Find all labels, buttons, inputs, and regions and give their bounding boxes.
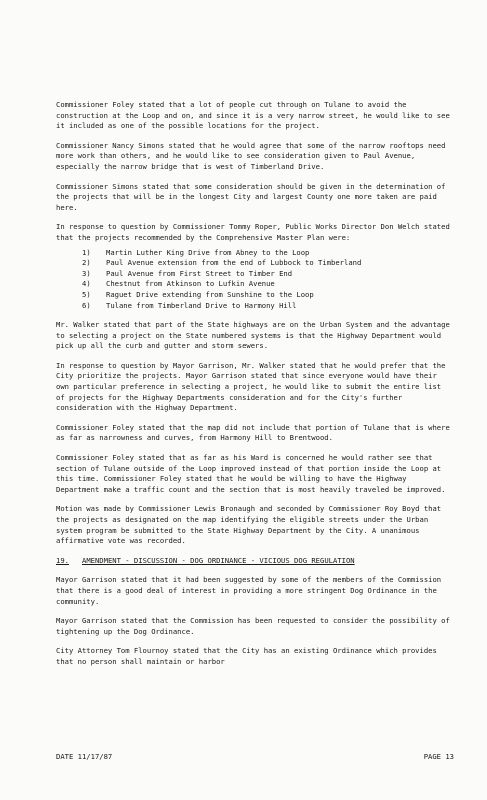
section-heading (56, 556, 454, 567)
list-item (82, 269, 454, 280)
list-item (82, 301, 454, 312)
list-number: 4) (82, 279, 91, 289)
paragraph-simons-paul-avenue: Commissioner Nancy Simons stated that he would agree that some of the narrow rooftops need more work than others, and he would like to see consideration given to Paul Avenue, especially the narrow bridge that is west of Timberland Drive. (56, 140, 450, 171)
minutes-body (56, 100, 454, 677)
paragraph-project-intro: In response to question by Commissioner Tommy Roper, Public Works Director Don Welch stated that the projects recommended by the Comprehensive Master Plan were: (56, 222, 455, 242)
paragraph-simons-consideration: Commissioner Simons stated that some consideration should be given in the determination of the projects that will be in the longest City and largest County one more taken are paid here. (56, 181, 450, 212)
paragraph-garrison-dog-request: Mayor Garrison stated that the Commission has been requested to consider the possibility of tightening up the Dog Ordinance. (56, 616, 455, 636)
list-text: Martin Luther King Drive from Abney to the Loop (106, 247, 310, 257)
list-number: 3) (82, 268, 91, 278)
list-number: 6) (82, 300, 91, 310)
footer-page-number: PAGE 13 (423, 752, 454, 761)
paragraph-flournoy-ordinance: City Attorney Tom Flournoy stated that the City has an existing Ordinance which provides that no person shall maintain or harbor (56, 646, 442, 666)
list-text: Paul Avenue from First Street to Timber End (106, 268, 293, 278)
paragraph-foley-ward: Commissioner Foley stated that as far as his Ward is concerned he would rather see that section of Tulane outside of the Loop improved instead of that portion inside the Loop at this time. Commissioner Foley stated that he would be willing to have the Highway Department make a traffic count and the section that is most heavily traveled be improved. (56, 453, 446, 494)
section-number: 19. (56, 555, 69, 565)
list-number: 5) (82, 289, 91, 299)
list-item (82, 290, 454, 301)
list-item (82, 258, 454, 269)
paragraph-garrison-dog-interest: Mayor Garrison stated that it had been suggested by some of the members of the Commission that there is a good deal of interest in providing a more stringent Dog Ordinance in the community. (56, 575, 446, 606)
list-item (82, 248, 454, 259)
paragraph-garrison-prioritize: In response to question by Mayor Garrison, Mr. Walker stated that he would prefer that the City prioritize the projects. Mayor Garrison stated that since everyone would have their own particular preference in selecting a project, he would like to submit the entire list of projects for the Highway Departments consideration and for the City's further consideration with the Highway Department. (56, 360, 450, 413)
list-number: 2) (82, 258, 91, 268)
list-number: 1) (82, 247, 91, 257)
footer-date: DATE 11/17/87 (56, 752, 113, 761)
list-text: Paul Avenue extension from the end of Lubbock to Timberland (106, 258, 362, 268)
paragraph-motion: Motion was made by Commissioner Lewis Bronaugh and seconded by Commissioner Roy Boyd that the projects as designated on the map identifying the eligible streets under the Urban system program be submitted to the State Highway Department by the City. A unanimous affirmative vote was recorded. (56, 504, 446, 546)
page-footer (56, 752, 454, 763)
section-title: AMENDMENT - DISCUSSION - DOG ORDINANCE - VICIOUS DOG REGULATION (82, 555, 355, 565)
paragraph-foley-map: Commissioner Foley stated that the map did not include that portion of Tulane that is where as far as narrowness and curves, from Harmony Hill to Brentwood. (56, 422, 455, 443)
paragraph-foley-tulane: Commissioner Foley stated that a lot of people cut through on Tulane to avoid the construction at the Loop and on, and since it is a very narrow street, he would like to see it included as one of the possible locations for the project. (56, 100, 455, 131)
paragraph-walker-state-highways: Mr. Walker stated that part of the State highways are on the Urban System and the advantage to selecting a project on the State numbered systems is that the Highway Department would pick up all the curb and gutter and storm sewers. (56, 320, 455, 351)
list-text: Chestnut from Atkinson to Lufkin Avenue (106, 279, 275, 289)
list-item (82, 279, 454, 290)
list-text: Tulane from Timberland Drive to Harmony Hill (106, 300, 297, 310)
list-text: Raguet Drive extending from Sunshine to the Loop (106, 289, 314, 299)
project-list (82, 248, 454, 312)
